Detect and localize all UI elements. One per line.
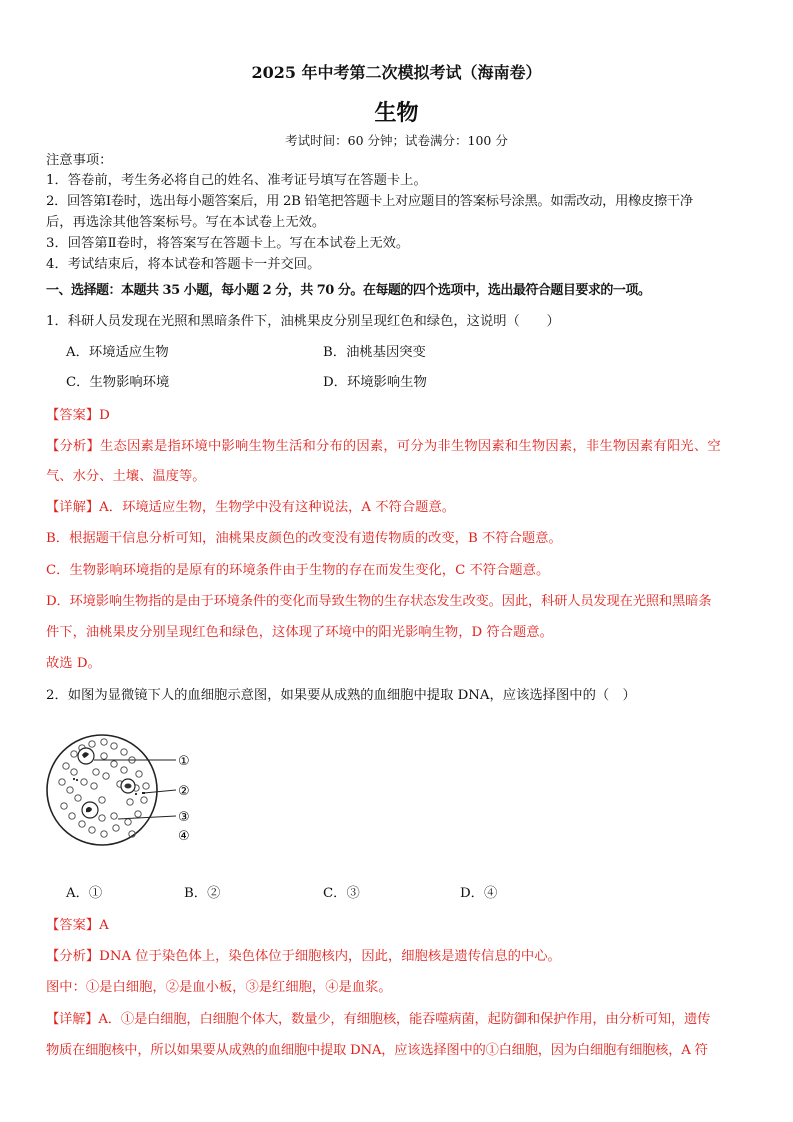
q1-analysis-line-2: 气、水分、土壤、温度等。 — [46, 469, 206, 484]
q1-analysis-line-1: 【分析】生态因素是指环境中影响生物生活和分布的因素，可分为非生物因素和生物因素，非生物因素有阳光、空 — [46, 439, 721, 454]
q2-detail-line-2: 物质在细胞核中，所以如果要从成熟的血细胞中提取 DNA，应该选择图中的①白细胞，因为白细胞有细胞核，A 符 — [46, 1043, 708, 1058]
q1-conclusion: 故选 D。 — [46, 656, 101, 671]
notes-heading: 注意事项： — [46, 153, 113, 168]
q2-detail-line-1: 【详解】A．①是白细胞，白细胞个体大，数量少，有细胞核，能吞噬病菌，起防御和保护作用，由分析可知，遗传 — [46, 1012, 711, 1027]
note-item-4: 4．考试结束后，将本试卷和答题卡一并交回。 — [46, 257, 321, 272]
q1-answer: 【答案】D — [46, 408, 110, 423]
blood-cell-figure — [44, 724, 204, 854]
figure-label-1: ① — [178, 754, 190, 769]
figure-label-4: ④ — [178, 829, 190, 844]
q2-answer: 【答案】A — [46, 918, 109, 933]
note-item-2: 2．回答第Ⅰ卷时，选出每小题答案后，用 2B 铅笔把答题卡上对应题目的答案标号涂黑。如需改动，用橡皮擦干净 — [46, 194, 693, 209]
q1-option-a: A．环境适应生物 — [66, 345, 169, 360]
q1-option-b: B．油桃基因突变 — [323, 345, 426, 360]
q1-detail-line-5: 件下，油桃果皮分别呈现红色和绿色，这体现了环境中的阳光影响生物，D 符合题意。 — [46, 625, 553, 640]
q2-option-c: C．③ — [323, 886, 360, 901]
q1-stem: 1．科研人员发现在光照和黑暗条件下，油桃果皮分别呈现红色和绿色，这说明（ ） — [46, 314, 560, 329]
microscope-field — [47, 735, 157, 845]
q1-detail-line-4: D．环境影响生物指的是由于环境条件的变化而导致生物的生存状态发生改变。因此，科研人员发现在光照和黑暗条 — [46, 594, 712, 609]
figure-label-2: ② — [178, 784, 190, 799]
figure-label-3: ③ — [178, 810, 190, 825]
q1-detail-line-3: C．生物影响环境指的是原有的环境条件由于生物的存在而发生变化，C 不符合题意。 — [46, 563, 550, 578]
q1-detail-line-1: 【详解】A．环境适应生物，生物学中没有这种说法，A 不符合题意。 — [46, 500, 456, 515]
section-heading: 一、选择题：本题共 35 小题，每小题 2 分，共 70 分。在每题的四个选项中，选出最符合题目要求的一项。 — [46, 283, 651, 298]
q1-option-d: D．环境影响生物 — [323, 375, 427, 390]
exam-title: 2025 年中考第二次模拟考试（海南卷） — [251, 63, 542, 82]
note-item-2-cont: 后，再选涂其他答案标号。写在本试卷上无效。 — [46, 215, 326, 230]
exam-info: 考试时间：60 分钟；试卷满分：100 分 — [285, 133, 508, 148]
blood-smear-svg — [44, 724, 204, 854]
q2-option-a: A．① — [66, 886, 103, 901]
q1-option-c: C．生物影响环境 — [66, 375, 170, 390]
q2-figure-note: 图中：①是白细胞，②是血小板，③是红细胞，④是血浆。 — [46, 980, 392, 995]
note-item-1: 1．答卷前，考生务必将自己的姓名、准考证号填写在答题卡上。 — [46, 173, 427, 188]
q2-analysis: 【分析】DNA 位于染色体上，染色体位于细胞核内，因此，细胞核是遗传信息的中心。 — [46, 949, 561, 964]
q2-stem: 2．如图为显微镜下人的血细胞示意图，如果要从成熟的血细胞中提取 DNA，应该选择图中的（ ） — [46, 688, 636, 703]
q2-option-b: B．② — [184, 886, 221, 901]
note-item-3: 3．回答第Ⅱ卷时，将答案写在答题卡上。写在本试卷上无效。 — [46, 236, 410, 251]
q2-option-d: D．④ — [460, 886, 498, 901]
q1-detail-line-2: B．根据题干信息分析可知，油桃果皮颜色的改变没有遗传物质的改变，B 不符合题意。 — [46, 531, 562, 546]
subject-title: 生物 — [374, 100, 419, 126]
